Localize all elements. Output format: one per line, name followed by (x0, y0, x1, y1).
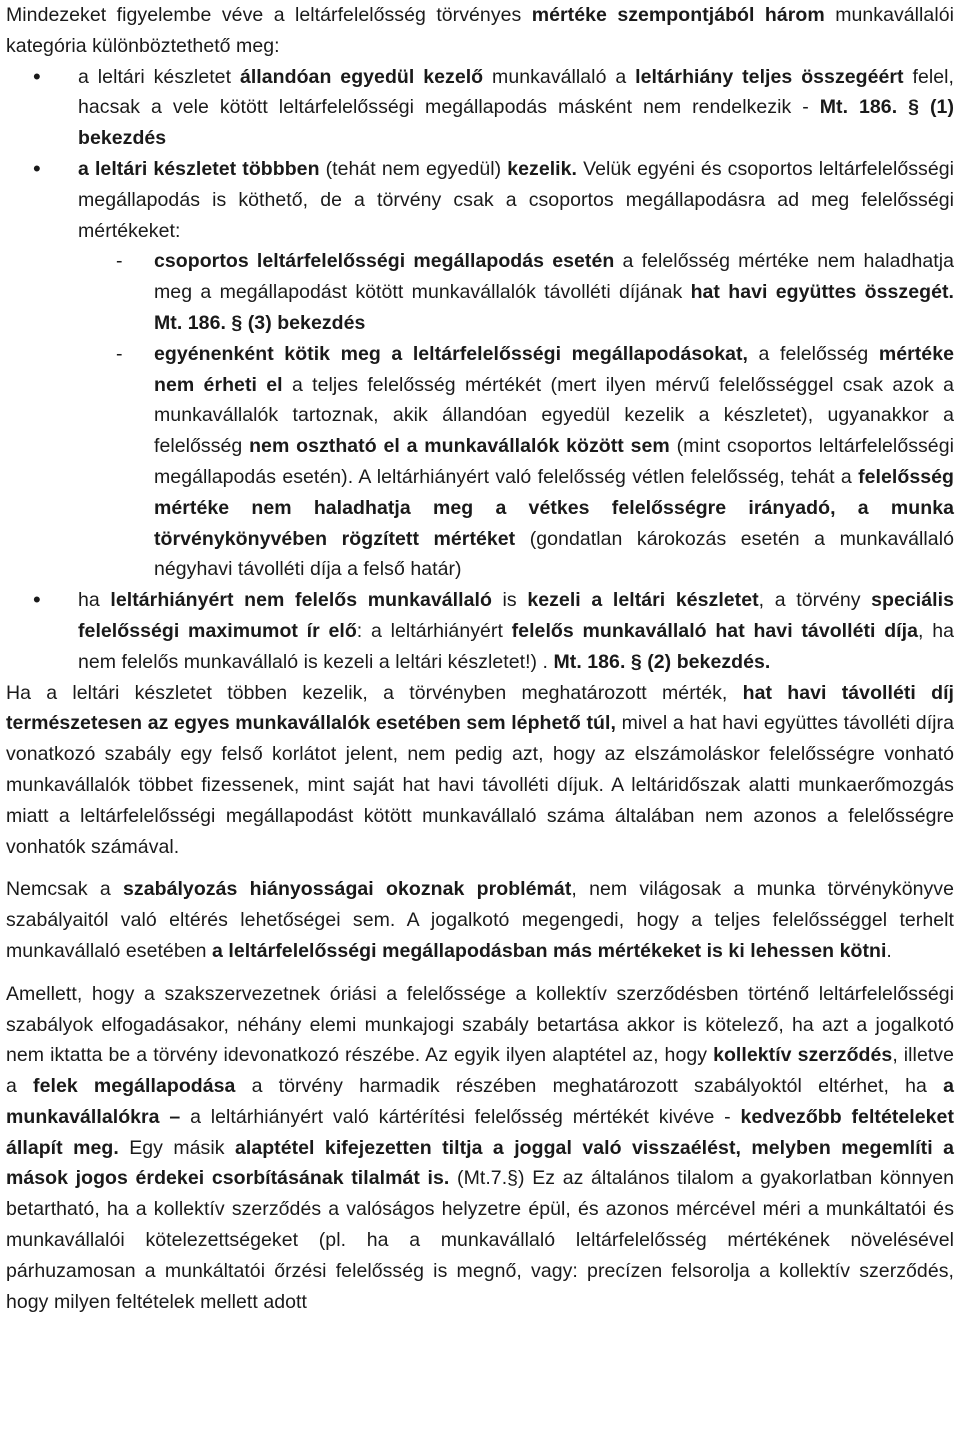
category-item-sole-handler: • a leltári készletet állandóan egyedül kezelő munkavállaló a leltárhiány teljes összegéért felel, hacsak a vele kötött leltárfelelősségi megállapodás másként nem rendelkezik - Mt. 186. § (1) bekezdés (6, 62, 954, 154)
category-item-multiple-handlers: • a leltári készletet többben (tehát nem egyedül) kezelik. Velük egyéni és csoportos leltárfelelősségi megállapodás is köthető, de a törvény csak a csoportos megállapodásra ad meg felelősségi mértékeket: - csoportos leltárfelelősségi megállapodás esetén a felelősség mértéke nem haladhatja meg a megállapodást kötött munkavállalók távolléti díjának hat havi együttes összegét. Mt. 186. § (3) bekezdés - egyénenként kötik meg a leltárfelelősségi megállapodásokat, a felelősség mértéke nem érheti el a teljes felelősség mértékét (mert ilyen mérvű felelősséggel csak azok a munkavállalók tartoznak, akik állandóan egyedül kezelik a készletet), ugyanakkor a felelősség nem osztható el a munkavállalók között sem (mint csoportos leltárfelelősségi megállapodás esetén). A leltárhiányért való felelősség vétlen felelősség, tehát a felelősség mértéke nem haladhatja meg a vétkes felelősségre irányadó, a munka törvénykönyvében rögzített mértéket (gondatlan károkozás esetén a munkavállaló négyhavi távolléti díja a felső határ) (6, 154, 954, 585)
paragraph-regulation-gaps: Nemcsak a szabályozás hiányosságai okoznak problémát, nem világosak a munka törvénykönyve szabályaitól való eltérés lehetőségei sem. A jogalkotó megengedi, hogy a teljes felelősséggel terhelt munkavállaló esetében a leltárfelelősségi megállapodásban más mértékeket is ki lehessen kötni. (6, 878, 954, 962)
category-list (6, 62, 954, 678)
paragraph-six-month-limit: Ha a leltári készletet többen kezelik, a törvényben meghatározott mérték, hat havi távolléti díj természetesen az egyes munkavállalók esetében sem léphető túl, mivel a hat havi együttes távolléti díjra vonatkozó szabály egy felső korlátot jelent, nem pedig azt, hogy az elszámoláskor felelősségre vonható munkavállalók többet fizessenek, mint saját hat havi távolléti díjuk. A leltáridőszak alatti munkaerőmozgás miatt a leltárfelelősségi megállapodást kötött munkavállaló száma általában nem azonos a felelősségre vonhatók számával. (6, 681, 955, 858)
sub-item-individual-agreements: - egyénenként kötik meg a leltárfelelősségi megállapodásokat, a felelősség mértéke nem érheti el a teljes felelősség mértékét (mert ilyen mérvű felelősséggel csak azok a munkavállalók tartoznak, akik állandóan egyedül kezelik a készletet), ugyanakkor a felelősség nem osztható el a munkavállalók között sem (mint csoportos leltárfelelősségi megállapodás esetén). A leltárhiányért való felelősség vétlen felelősség, tehát a felelősség mértéke nem haladhatja meg a vétkes felelősségre irányadó, a munka törvénykönyvében rögzített mértéket (gondatlan károkozás esetén a munkavállaló négyhavi távolléti díja a felső határ) (78, 339, 954, 585)
emphasis-text: mértéke szempontjából három (531, 4, 825, 26)
category-item-not-responsible-handler: • ha leltárhiányért nem felelős munkavállaló is kezeli a leltári készletet, a törvény speciális felelősségi maximumot ír elő: a leltárhiányért felelős munkavállaló hat havi távolléti díja, ha nem felelős munkavállaló is kezeli a leltári készletet!) . Mt. 186. § (2) bekezdés. (6, 585, 954, 677)
sub-list (78, 246, 954, 585)
sub-item-group-agreement: - csoportos leltárfelelősségi megállapodás esetén a felelősség mértéke nem haladhatja meg a megállapodást kötött munkavállalók távolléti díjának hat havi együttes összegét. Mt. 186. § (3) bekezdés (78, 246, 954, 338)
text-run: Mindezeket figyelembe véve a leltárfelelősség törvényes (6, 4, 532, 26)
text-run: munkavállalói kategória különböztethető meg: (6, 4, 954, 57)
document-body (6, 0, 954, 1317)
intro-paragraph (6, 0, 954, 62)
paragraph-union-responsibility: Amellett, hogy a szakszervezetnek óriási a felelőssége a kollektív szerződésben történő leltárfelelősségi szabályok elfogadásakor, néhány elemi munkajogi szabály betartása akkor is kötelező, ha azt a jogalkotó nem iktatta be a törvény idevonatkozó részébe. Az egyik ilyen alaptétel az, hogy kollektív szerződés, illetve a felek megállapodása a törvény harmadik részében meghatározott szabályoktól eltérhet, ha a munkavállalókra – a leltárhiányért való kártérítési felelősség mértékét kivéve - kedvezőbb feltételeket állapít meg. Egy másik alaptétel kifejezetten tiltja a joggal való visszaélést, melyben megemlíti a mások jogos érdekei csorbításának tilalmát is. (Mt.7.§) Ez az általános tilalom a gyakorlatban könnyen betartható, ha a kollektív szerződés a valóságos helyzetre épül, és azonos mércével méri a munkáltatói és munkavállalói kötelezettségeket (pl. ha a munkavállaló leltárfelelősség mértékének növelésével párhuzamosan a munkáltatói őrzési felelősség is megnő, vagy: precízen felsorolja a kollektív szerződés, hogy milyen feltételek mellett adott (6, 982, 954, 1313)
